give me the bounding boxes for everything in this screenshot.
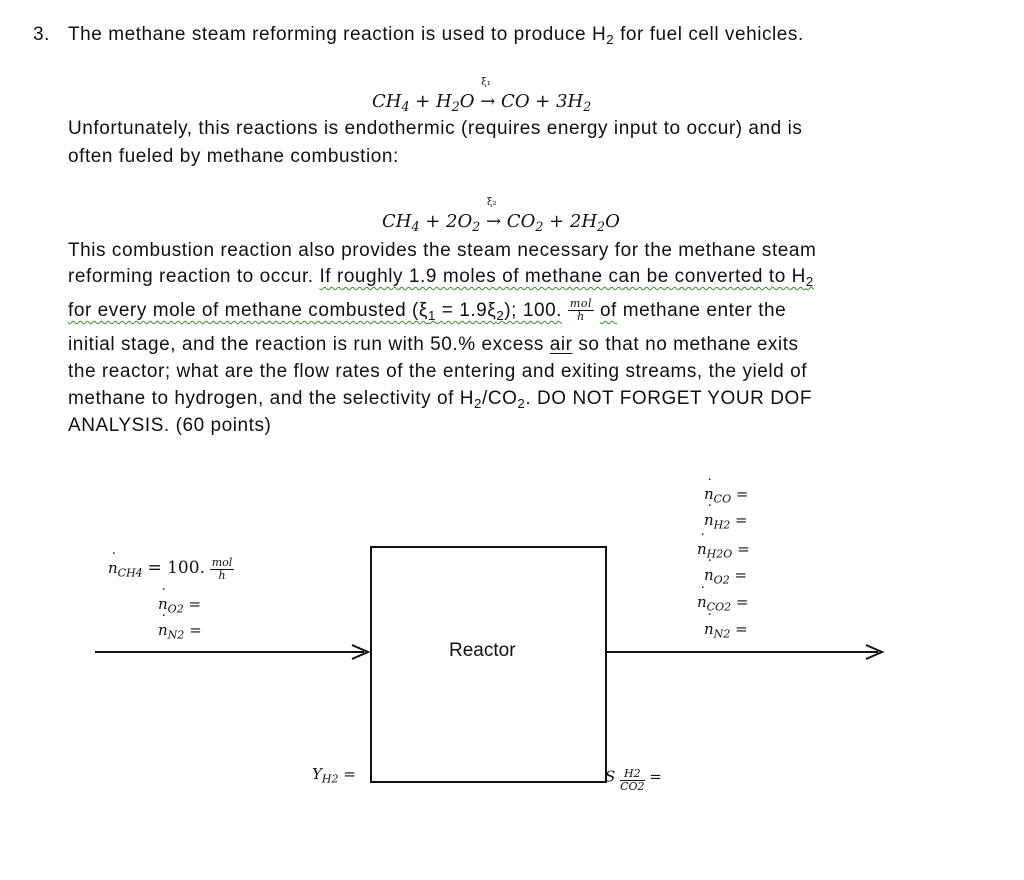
reactor-box: [370, 546, 607, 783]
outlet-co2-flow: ˙ $n_{CO2}$ =: [697, 590, 748, 619]
p2l2-b: If roughly 1.9 moles of methane can be converted to $H_2$: [319, 266, 814, 289]
paragraph-2-line-1: This combustion reaction also provides the steam necessary for the methane steam: [68, 240, 817, 261]
paragraph-2-line-5: the reactor; what are the flow rates of the entering and exiting streams, the yield of: [68, 361, 808, 382]
outlet-co-flow: ˙ $n_{CO}$ =: [704, 482, 748, 511]
reaction-2-extent: ξ₂: [486, 197, 497, 208]
reaction-2-equation: $CH_4 + 2O_2$ → ξ₂ $CO_2 + 2H_2O$: [382, 197, 620, 234]
paragraph-2-line-4: initial stage, and the reaction is run with 50.% excess air so that no methane exits: [68, 334, 799, 355]
outlet-o2-flow: ˙ $n_{O2}$ =: [704, 563, 747, 592]
p2l3-of: of: [599, 300, 617, 321]
p2l3-condition: for every mole of methane combusted $(\xi_1 = 1.9\xi_2)$; 100.: [68, 300, 563, 323]
reactor-label: Reactor: [449, 640, 516, 661]
problem-number: 3.: [33, 24, 50, 45]
reaction-1-equation: $CH_4 + H_2O$ → ξ₁ CO + $3H_2$: [372, 77, 592, 114]
inlet-o2-flow: ˙ $n_{O2}$ =: [158, 592, 201, 621]
selectivity-fraction: $\frac{H2}{CO2}$: [620, 767, 645, 793]
outlet-h2o-flow: ˙ $n_{H2O}$ =: [697, 537, 750, 566]
paragraph-2-line-7: ANALYSIS. (60 points): [68, 415, 272, 436]
inlet-n2-flow: ˙ $n_{N2}$ =: [158, 618, 202, 647]
yield-h2-label: $Y_{H2}$ =: [312, 765, 356, 786]
intro-text-b: for fuel cell vehicles.: [614, 24, 804, 45]
outlet-h2-flow: ˙ $n_{H2}$ =: [704, 508, 748, 537]
p2l2-a: reforming reaction to occur.: [68, 266, 320, 287]
paragraph-1-line-2: often fueled by methane combustion:: [68, 146, 399, 167]
intro-text-a: The methane steam reforming reaction is used to produce H: [68, 24, 607, 45]
paragraph-2-line-6: methane to hydrogen, and the selectivity of $H_2/CO_2$. DO NOT FORGET YOUR DOF: [68, 388, 812, 411]
intro-sub: 2: [606, 31, 615, 47]
inlet-ch4-unit: $\frac{\text{mol}}{h}$: [211, 555, 233, 582]
reaction-1-extent: ξ₁: [481, 77, 491, 88]
paragraph-1-line-1: Unfortunately, this reactions is endothermic (requires energy input to occur) and is: [68, 118, 803, 139]
p2l3-unit: $\frac{\text{mol}}{h}$: [569, 297, 593, 324]
p2l3-e: methane enter the: [616, 300, 787, 321]
inlet-ch4-flow: ˙ $n_{CH4} = 100$. $\frac{\text{mol}}{h}$: [108, 556, 234, 585]
selectivity-label: S $\frac{H2}{CO2}$ =: [605, 767, 662, 793]
outlet-n2-flow: ˙ $n_{N2}$ =: [704, 617, 748, 646]
air-word: air: [549, 334, 573, 355]
